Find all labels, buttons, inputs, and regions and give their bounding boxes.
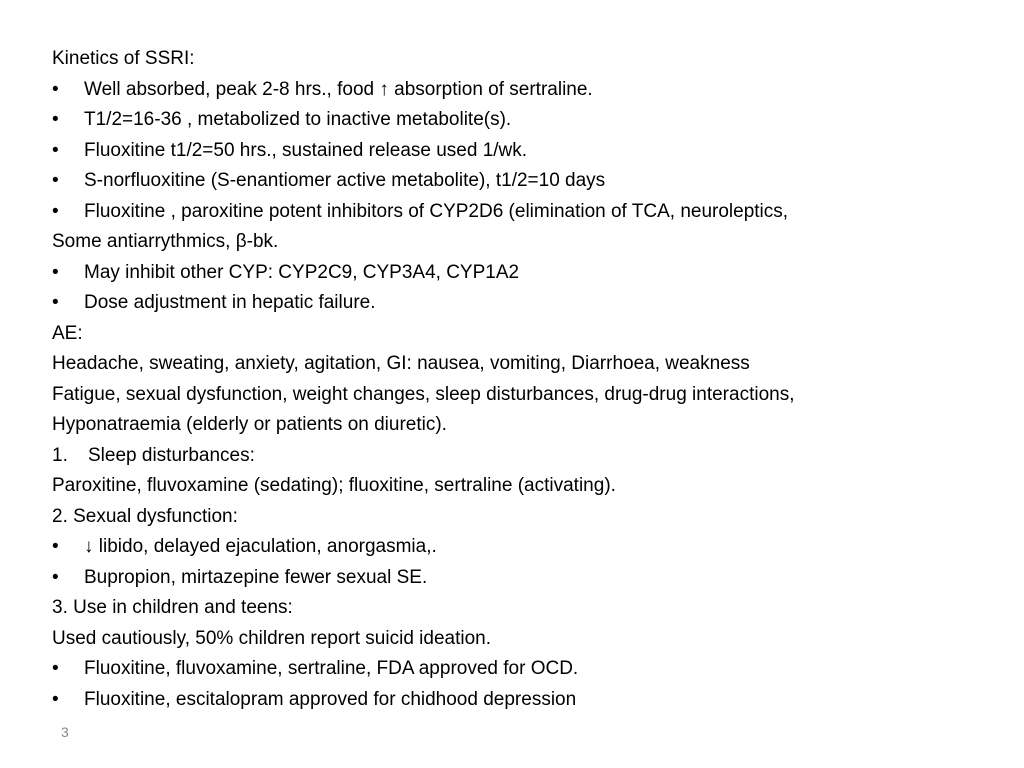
list-item-text: Dose adjustment in hepatic failure.	[84, 292, 376, 313]
list-item	[52, 563, 982, 594]
sleep-heading-text: Sleep disturbances:	[88, 444, 255, 466]
list-item	[52, 685, 982, 716]
list-item-text: Well absorbed, peak 2-8 hrs., food ↑ absorption of sertraline.	[84, 78, 593, 100]
list-number: 1.	[52, 444, 68, 466]
list-item-text: Fluoxitine, escitalopram approved for chidhood depression	[84, 688, 577, 710]
list-item	[52, 166, 982, 197]
ae-line: Headache, sweating, anxiety, agitation, GI: nausea, vomiting, Diarrhoea, weakness	[52, 353, 750, 374]
list-item-text: T1/2=16-36 , metabolized to inactive metabolite(s).	[84, 109, 512, 130]
list-item	[52, 654, 982, 685]
bullet-icon: •	[52, 170, 59, 191]
bullet-icon: •	[52, 78, 59, 100]
ae-line: Fatigue, sexual dysfunction, weight changes, sleep disturbances, drug-drug interactions,	[52, 383, 795, 405]
list-item-text: Bupropion, mirtazepine fewer sexual SE.	[84, 566, 428, 588]
bullet-icon: •	[52, 261, 59, 283]
bullet-icon: •	[52, 658, 59, 679]
kinetics-continuation: Some antiarrythmics, β-bk.	[52, 231, 279, 252]
slide-content	[52, 44, 982, 715]
list-item-text: Fluoxitine t1/2=50 hrs., sustained release used 1/wk.	[84, 139, 528, 161]
list-item	[52, 75, 982, 106]
ae-line: Hyponatraemia (elderly or patients on diuretic).	[52, 414, 447, 435]
list-item	[52, 105, 982, 136]
bullet-icon: •	[52, 536, 59, 557]
list-item	[52, 197, 982, 228]
list-item-text: Fluoxitine, fluvoxamine, sertraline, FDA approved for OCD.	[84, 658, 579, 679]
list-item	[52, 258, 982, 289]
list-item-text: S-norfluoxitine (S-enantiomer active metabolite), t1/2=10 days	[84, 170, 606, 191]
list-item-text: ↓ libido, delayed ejaculation, anorgasmia,.	[84, 536, 437, 557]
list-item-text: Fluoxitine , paroxitine potent inhibitors of CYP2D6 (elimination of TCA, neuroleptics,	[84, 200, 789, 222]
sexual-heading: 2. Sexual dysfunction:	[52, 505, 238, 527]
list-item-text: May inhibit other CYP: CYP2C9, CYP3A4, CYP1A2	[84, 261, 520, 283]
sleep-text: Paroxitine, fluvoxamine (sedating); fluoxitine, sertraline (activating).	[52, 475, 616, 496]
bullet-icon: •	[52, 139, 59, 161]
page-number: 3	[61, 724, 69, 740]
bullet-icon: •	[52, 292, 59, 313]
bullet-icon: •	[52, 688, 59, 710]
kinetics-heading: Kinetics of SSRI:	[52, 48, 195, 69]
list-item	[52, 136, 982, 167]
bullet-icon: •	[52, 109, 59, 130]
list-item	[52, 532, 982, 563]
ae-heading: AE:	[52, 322, 83, 344]
list-item	[52, 288, 982, 319]
bullet-icon: •	[52, 566, 59, 588]
children-text: Used cautiously, 50% children report suicid ideation.	[52, 627, 491, 649]
children-heading: 3. Use in children and teens:	[52, 597, 293, 618]
bullet-icon: •	[52, 200, 59, 222]
sleep-heading	[52, 441, 982, 472]
